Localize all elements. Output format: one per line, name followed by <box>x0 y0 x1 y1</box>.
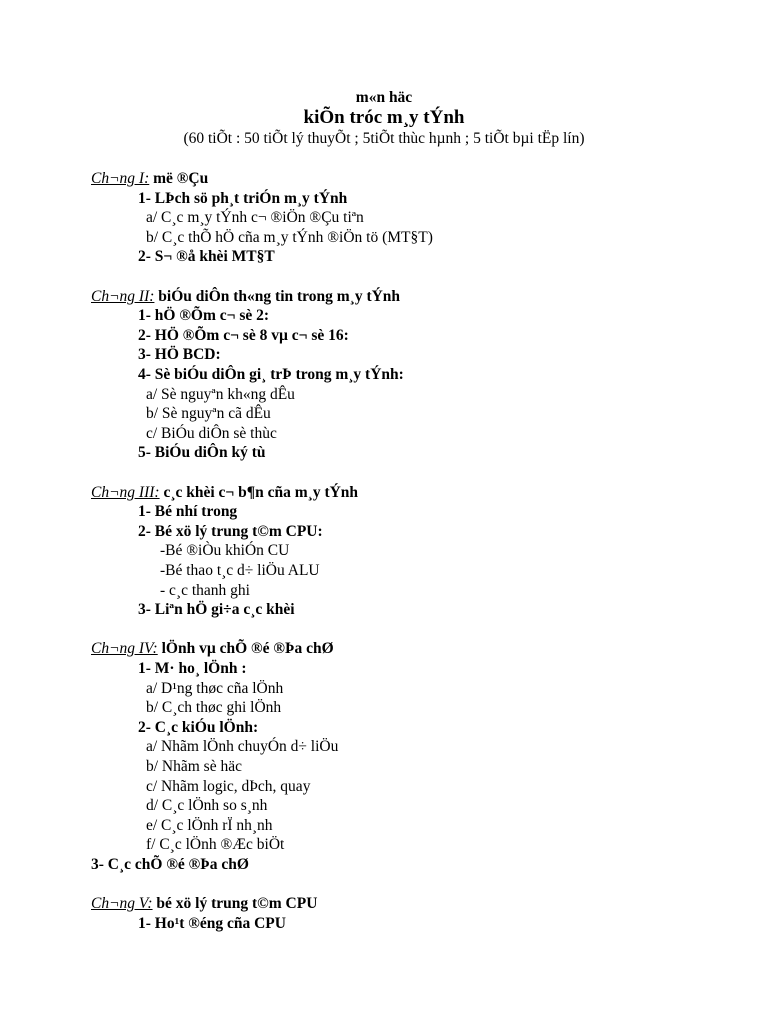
chapter-title: më ®Çu <box>149 170 209 187</box>
syllabus-item: 3- Liªn hÖ gi÷a c¸c khèi <box>138 601 295 619</box>
syllabus-item: 1- hÖ ®Õm c¬ sè 2: <box>138 307 270 325</box>
syllabus-item: 1- Ho¹t ®éng cña CPU <box>138 914 286 932</box>
syllabus-item: e/ C¸c lÖnh rÏ nh¸nh <box>146 816 273 834</box>
syllabus-item: f/ C¸c lÖnh ®Æc biÖt <box>146 836 285 854</box>
chapter-heading <box>91 483 358 503</box>
chapter-label: Ch¬ng I: <box>91 170 150 187</box>
chapter-heading <box>91 287 400 307</box>
syllabus-item: 5- BiÓu diÔn ký tù <box>138 444 266 462</box>
syllabus-item: 1- M· ho¸ lÖnh : <box>138 660 247 677</box>
syllabus-item: c/ BiÓu diÔn sè thùc <box>146 424 277 442</box>
syllabus-item: -Bé ®iÒu khiÓn CU <box>160 542 290 560</box>
syllabus-item: b/ Sè nguyªn cã dÊu <box>146 405 271 423</box>
syllabus-item: b/ C¸ch thøc ghi lÖnh <box>146 699 282 717</box>
chapter-label: Ch¬ng II: <box>91 287 155 305</box>
hours-line: (60 tiÕt : 50 tiÕt lý thuyÕt ; 5tiÕt thùc hµnh ; 5 tiÕt bµi tËp lín) <box>183 130 585 147</box>
syllabus-item: a/ D¹ng thøc cña lÖnh <box>146 679 284 697</box>
syllabus-item: 2- Bé xö lý trung t©m CPU: <box>138 522 323 540</box>
syllabus-item: 1- LÞch sö ph¸t triÓn m¸y tÝnh <box>138 189 348 207</box>
syllabus-item: - c¸c thanh ghi <box>160 581 250 599</box>
chapter-label: Ch¬ng III: <box>91 483 160 501</box>
chapter-heading <box>91 639 334 659</box>
syllabus-item: 2- HÖ ®Õm c¬ sè 8 vµ c¬ sè 16: <box>138 326 349 344</box>
chapter-heading <box>91 894 317 914</box>
chapter-title: c¸c khèi c¬ b¶n cña m¸y tÝnh <box>159 483 359 501</box>
syllabus-item: b/ Nhãm sè häc <box>146 758 242 775</box>
chapter-title: lÖnh vµ chÕ ®é ®Þa chØ <box>157 640 334 658</box>
chapter-label: Ch¬ng IV: <box>91 640 158 658</box>
syllabus-item: a/ C¸c m¸y tÝnh c¬ ®iÖn ®Çu tiªn <box>146 209 364 227</box>
syllabus-item: 1- Bé nhí trong <box>138 503 238 521</box>
syllabus-item: a/ Nhãm lÖnh chuyÓn d÷ liÖu <box>146 738 339 756</box>
chapter-heading <box>91 169 208 189</box>
syllabus-item: 3- HÖ BCD: <box>138 346 221 364</box>
chapter-title: bé xö lý trung t©m CPU <box>152 895 318 913</box>
syllabus-item: d/ C¸c lÖnh so s¸nh <box>146 797 268 815</box>
syllabus-item: c/ Nhãm logic, dÞch, quay <box>146 777 311 795</box>
syllabus-item: 2- S¬ ®å khèi MT§T <box>138 248 275 266</box>
syllabus-item: 3- C¸c chÕ ®é ®Þa chØ <box>91 856 249 873</box>
syllabus-item: 2- C¸c kiÓu lÖnh: <box>138 718 259 736</box>
syllabus-item: b/ C¸c thÕ hÖ cña m¸y tÝnh ®iÖn tö (MT§T) <box>146 228 433 246</box>
chapter-title: biÓu diÔn th«ng tin trong m¸y tÝnh <box>154 287 401 305</box>
syllabus-item: a/ Sè nguyªn kh«ng dÊu <box>146 385 295 403</box>
syllabus-item: -Bé thao t¸c d÷ liÖu ALU <box>160 562 320 579</box>
document-title: kiÕn tróc m¸y tÝnh <box>303 107 465 128</box>
chapter-label: Ch¬ng V: <box>91 895 153 913</box>
syllabus-item: 4- Sè biÓu diÔn gi¸ trÞ trong m¸y tÝnh: <box>138 366 404 383</box>
subject-label: m«n häc <box>355 89 413 106</box>
